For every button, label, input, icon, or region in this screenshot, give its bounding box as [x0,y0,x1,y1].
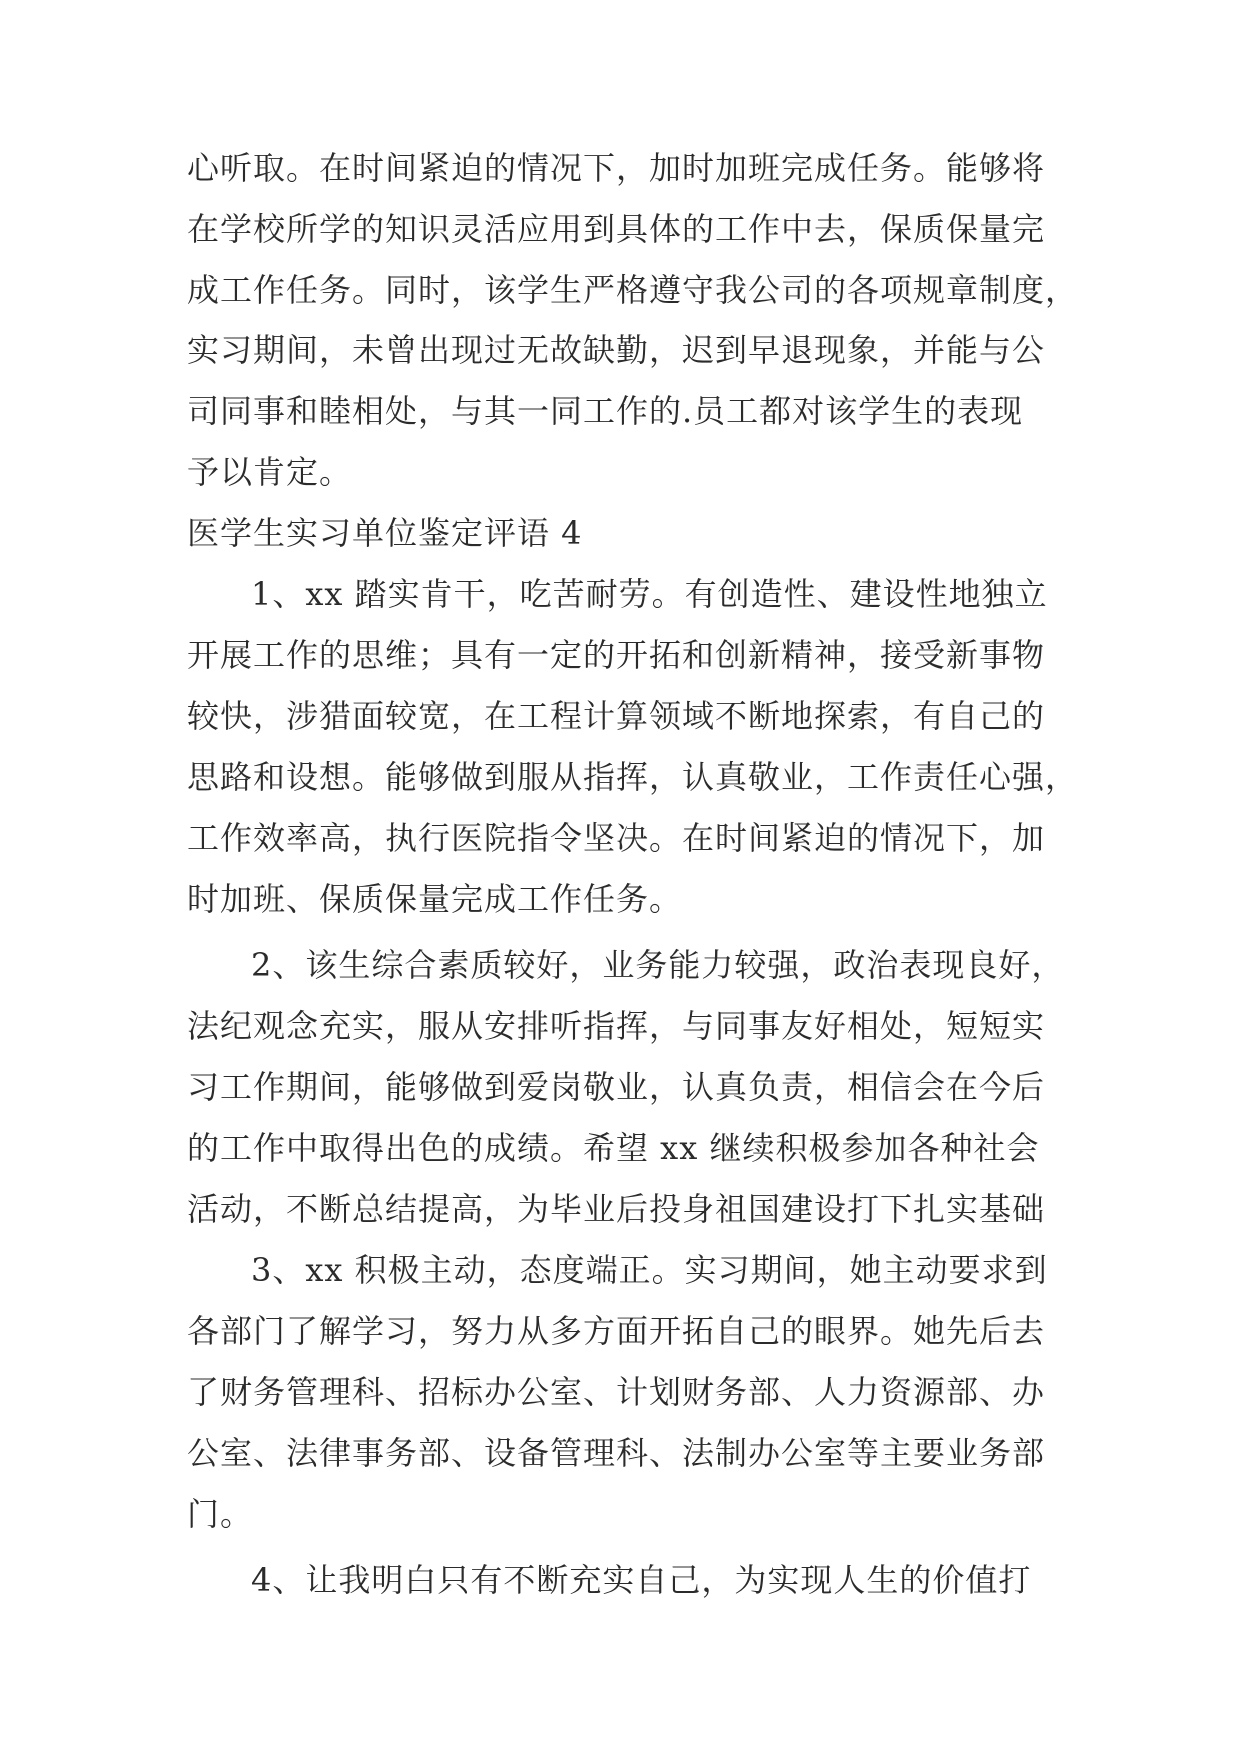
text-line: 3、xx 积极主动，态度端正。实习期间，她主动要求到 [251,1251,1048,1289]
text-line: 开展工作的思维；具有一定的开拓和创新精神，接受新事物 [187,636,1046,674]
text-line: 心听取。在时间紧迫的情况下，加时加班完成任务。能够将 [187,149,1046,187]
text-line: 活动，不断总结提高，为毕业后投身祖国建设打下扎实基础 [187,1190,1046,1228]
text-line: 4、让我明白只有不断充实自己，为实现人生的价值打 [251,1561,1032,1599]
text-line: 2、该生综合素质较好，业务能力较强，政治表现良好， [251,946,1065,984]
text-line: 门。 [187,1495,254,1533]
text-line: 较快，涉猎面较宽，在工程计算领域不断地探索，有自己的 [187,697,1046,735]
text-line: 的工作中取得出色的成绩。希望 xx 继续积极参加各种社会 [187,1129,1040,1167]
text-line: 思路和设想。能够做到服从指挥，认真敬业，工作责任心强， [187,758,1079,796]
text-line: 工作效率高，执行医院指令坚决。在时间紧迫的情况下，加 [187,819,1046,857]
text-line: 1、xx 踏实肯干，吃苦耐劳。有创造性、建设性地独立 [251,575,1048,613]
text-line: 公室、法律事务部、设备管理科、法制办公室等主要业务部 [187,1434,1046,1472]
text-line: 实习期间，未曾出现过无故缺勤，迟到早退现象，并能与公 [187,331,1046,369]
text-line: 了财务管理科、招标办公室、计划财务部、人力资源部、办 [187,1373,1046,1411]
text-line: 时加班、保质保量完成工作任务。 [187,880,683,918]
text-line: 予以肯定。 [187,453,353,491]
text-line: 法纪观念充实，服从安排听指挥，与同事友好相处，短短实 [187,1007,1046,1045]
text-line: 习工作期间，能够做到爱岗敬业，认真负责，相信会在今后 [187,1068,1046,1106]
section-heading: 医学生实习单位鉴定评语 4 [187,514,583,552]
text-line: 司同事和睦相处，与其一同工作的.员工都对该学生的表现 [187,392,1024,430]
text-line: 在学校所学的知识灵活应用到具体的工作中去，保质保量完 [187,210,1046,248]
text-line: 各部门了解学习，努力从多方面开拓自己的眼界。她先后去 [187,1312,1046,1350]
text-line: 成工作任务。同时，该学生严格遵守我公司的各项规章制度， [187,271,1079,309]
